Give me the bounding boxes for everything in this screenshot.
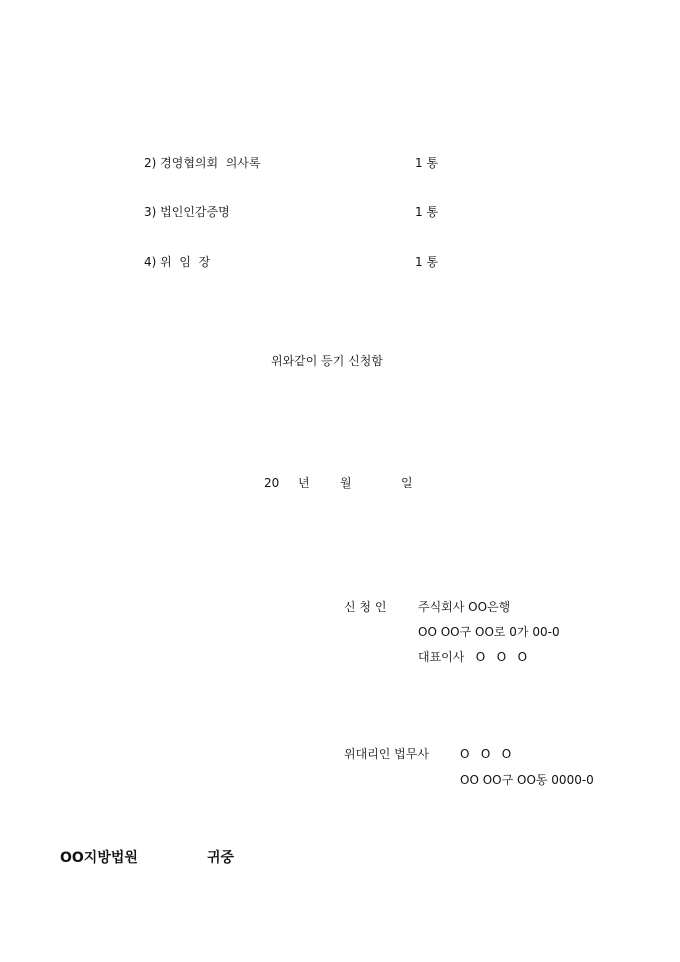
agent-address: OO OO구 OO동 0000-0: [460, 773, 594, 787]
agent-name: O O O: [460, 747, 512, 761]
court-honorific: 귀중: [207, 850, 235, 866]
court-name: OO지방법원: [60, 850, 138, 866]
applicant-label: 신 청 인: [344, 600, 387, 614]
date-month-unit: 월: [340, 476, 352, 490]
attachment-item-2-count: 1 통: [415, 156, 439, 170]
applicant-company: 주식회사 OO은행: [418, 600, 511, 614]
agent-label: 위대리인 법무사: [344, 747, 429, 761]
attachment-item-4-label: 4) 위 임 장: [144, 255, 211, 269]
attachment-item-2-label: 2) 경영협의회 의사록: [144, 156, 261, 170]
attachment-item-3-count: 1 통: [415, 205, 439, 219]
applicant-address: OO OO구 OO로 0가 00-0: [418, 625, 560, 639]
attachment-item-4-count: 1 통: [415, 255, 439, 269]
date-day-unit: 일: [401, 476, 413, 490]
date-year-unit: 년: [298, 476, 310, 490]
request-statement: 위와같이 등기 신청함: [271, 354, 383, 368]
attachment-item-3-label: 3) 법인인감증명: [144, 205, 230, 219]
applicant-representative: 대표이사 O O O: [418, 650, 528, 664]
date-year: 20: [264, 476, 280, 490]
